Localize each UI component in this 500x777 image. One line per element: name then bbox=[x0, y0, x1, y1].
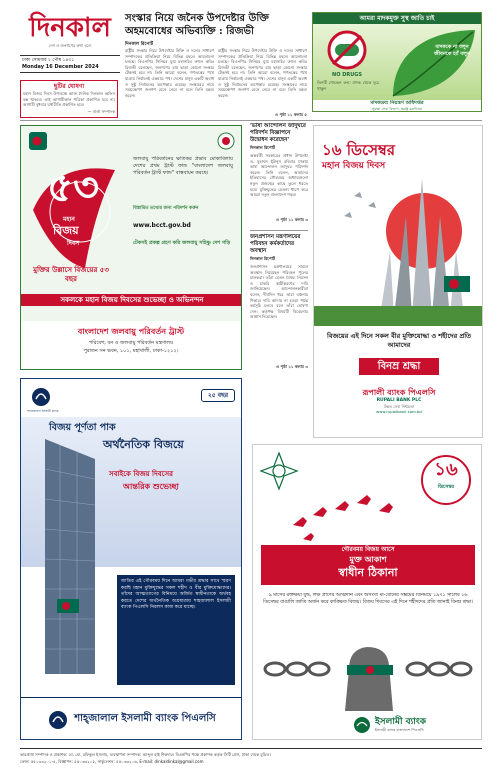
leaf-icon bbox=[383, 26, 479, 98]
story-museum-body: অন্তর্বর্তী সরকারের প্রধান উপদেষ্টা ড. মুহাম্মদ ইউনূস রবিবার ঢাকায় ভাষা আন্দোলন জাদুঘর পরিদর্শন করেন। তিনি বলেন, আমাদের ইতিহাসের গৌরবময় অধ্যায়গুলো নতুন প্রজন্মের কাছে তুলে ধরতে হবে। মুক্তিযুদ্ধের চেতনা ধারণ করে আমরা নতুন বাংলাদেশ গড়ব। bbox=[250, 153, 308, 198]
ad-anti-drug-sub: সুরক্ষা সেবা বিভাগ, স্বরাষ্ট্র মন্ত্রণালয় bbox=[372, 107, 422, 111]
ad-shahjalal-bank-name: শাহ্‌জালাল ইসলামী ব্যাংক পিএলসি bbox=[74, 713, 216, 724]
ad-anti-drug-left-text: তিনটি গোল্ডেন রুল: মাদক থেকে দূরে থাকুন bbox=[317, 80, 379, 91]
story-transport-byline: দিনকাল রিপোর্ট bbox=[250, 256, 275, 261]
ad-islami-ribbon bbox=[261, 545, 475, 585]
ad-rupali-bank-bn: রূপালী ব্যাংক পিএলসি bbox=[362, 388, 436, 397]
ad-rupali-message: বিজয়ের এই দিনে সকল বীর মুক্তিযোদ্ধা ও শহীদের প্রতি আমাদের bbox=[326, 332, 471, 349]
ad-anti-drug bbox=[312, 12, 482, 112]
ad-islami-bank-name: ইসলামী ব্যাংক bbox=[375, 717, 427, 727]
ad-islami-badge-word: ডিসেম্বর bbox=[437, 484, 455, 490]
ad-climate-body: জলবায়ু পরিবর্তনের ক্ষতিকর প্রভাব মোকাবিলায় দেশের প্রথম ট্রাস্ট ফান্ড "বাংলাদেশ জলবায়ু পরিবর্তন ট্রাস্ট ফান্ড" বাস্তবায়ন করছে। bbox=[133, 156, 233, 176]
ad-islami-ribbon-3: স্বাধীন ঠিকানা bbox=[338, 566, 398, 579]
ad-climate-greeting: সকলকে মহান বিজয় দিবসের শুভেচ্ছা ও অভিনন্দন bbox=[21, 294, 242, 306]
notice-box bbox=[20, 80, 118, 118]
trust-seal-icon bbox=[217, 132, 235, 150]
ad-shahjalal-body: জাতির এই গৌরবময় দিনে আমরা গভীর শ্রদ্ধার সাথে স্মরণ করছি মহান মুক্তিযুদ্ধের সকল শহীদ ও বীর মুক্তিযোদ্ধাদের। তাঁদের আত্মত্যাগের বিনিময়ে অর্জিত স্বাধীনতাকে অর্থবহ করতে দেশের অর্থনৈতিক অগ্রযাত্রায় শাহজালাল ইসলামী ব্যাংক পিএলসি নিরলস কাজ করে যাচ্ছে। bbox=[117, 575, 235, 685]
lead-headline-1: সংস্কার নিয়ে জনৈক উপদেষ্টার উক্তি bbox=[125, 13, 269, 24]
ad-shahjalal-line-2: অর্থনৈতিক বিজয়ে bbox=[103, 438, 184, 451]
ad-climate-address: পুরাতন সন ভবন, ১০১, মহাখালী, ঢাকা-১২১২। bbox=[83, 348, 179, 354]
bd-flag-icon bbox=[29, 132, 47, 150]
lead-story bbox=[125, 12, 307, 117]
ad-rupali-logo bbox=[354, 388, 444, 428]
ad-islami-badge-num: ১৬ bbox=[434, 459, 458, 480]
lead-headline-2: অহমবোধের অভিব্যক্তি : রিজভী bbox=[125, 26, 254, 37]
notice-signed: — বার্তা সম্পাদক bbox=[87, 109, 115, 114]
notice-body: মহান বিজয় দিবস উপলক্ষে আজ দৈনিক দিনকাল অফিস বন্ধ থাকবে। তাই আগামীকাল পত্রিকা প্রকাশিত হবে না। আগামী বুধবার যথারীতি প্রকাশিত হবে। bbox=[23, 91, 115, 108]
ad-climate-trust-name: বাংলাদেশ জলবায়ু পরিবর্তন ট্রাস্ট bbox=[77, 327, 185, 336]
ad-climate-bijoy: বিজয় bbox=[53, 224, 79, 237]
bank-tower-illustration bbox=[35, 439, 105, 674]
ad-climate-url[interactable]: www.bcct.gov.bd bbox=[133, 222, 191, 229]
ad-rupali-bank-en: RUPALI BANK PLC bbox=[376, 398, 422, 403]
ad-rupali-tribute: বিনম্র শ্রদ্ধা bbox=[359, 358, 439, 375]
ad-shahjalal-logo-caption: শাহজালাল ইসলামী ব্যাংক bbox=[27, 409, 59, 413]
shahjalal-footer-logo-icon bbox=[48, 710, 68, 730]
shahjalal-logo-icon bbox=[31, 387, 51, 407]
ad-islami-bank bbox=[252, 444, 482, 740]
ad-rupali-bank bbox=[313, 125, 483, 438]
ad-climate-ministry: পরিবেশ, বন ও জলবায়ু পরিবর্তন মন্ত্রণালয় bbox=[88, 340, 174, 346]
imprint-line-2: ফোন: ৫৫০৩৩২০১-৪, বিজ্ঞাপন: ৫৫০৩৩২০৫, সার্কুলেশন: ৫৫০৩৩২০৬, E-mail: dinkaldinkal@gmail.com bbox=[20, 759, 204, 764]
ad-shahjalal-line-1: বিজয় পূর্ণতা পাক bbox=[49, 422, 116, 433]
ad-climate-maha: মহান bbox=[63, 216, 75, 223]
ad-anti-drug-banner: আমরা মাদকমুক্ত সুস্থ জাতি চাই bbox=[313, 13, 481, 24]
masthead-logo: দিনকাল bbox=[29, 13, 111, 43]
story-transport-continued: এ পৃষ্ঠা ১১ কলাম ৩ bbox=[275, 364, 308, 369]
ad-climate-trust bbox=[20, 125, 242, 370]
ad-anti-drug-footer: মাদকদ্রব্য নিয়ন্ত্রণ অধিদপ্তর bbox=[370, 100, 424, 106]
ad-shahjalal-line-3: সবাইকে বিজয় দিবসের bbox=[109, 469, 173, 478]
story-museum bbox=[250, 123, 308, 227]
ad-islami-bank-sub: ইসলামী ব্যাংক বাংলাদেশ পিএলসি bbox=[375, 728, 424, 732]
lead-body-col-1: রাষ্ট্রীয় সংস্কার নিয়ে উপদেষ্টার উক্তি ও দলের সাধারণ সম্পাদকের প্রতিক্রিয়া নিয়ে বিভিন্ন মহলে আলোচনা চলছে। বিএনপির সিনিয়র যুগ্ম মহাসচিব রুহুল কবির রিজভী বলেছেন, জনগণের রায় ছাড়া কোনো সংস্কার টেকসই হবে না। তিনি আরো বলেন, গণতন্ত্রের পথে যাত্রায় নির্বাচনই একমাত্র পথ। দেশের মানুষ একটি অবাধ ও সুষ্ঠু নির্বাচনের অপেক্ষায় রয়েছে। সংস্কারের নামে সময়ক্ষেপণ জনগণ মেনে নেবে না বলে তিনি মন্তব্য করেন। bbox=[125, 48, 214, 98]
ad-islami-logo bbox=[353, 713, 475, 737]
ad-islami-ribbon-2: মুক্ত আকাশ bbox=[349, 554, 387, 564]
notice-title: ছুটির ঘোষণা bbox=[53, 83, 85, 90]
story-museum-continued: এ পৃষ্ঠা ১১ কলাম ৩ bbox=[275, 217, 308, 222]
ad-shahjalal-bank bbox=[20, 378, 242, 740]
no-drugs-icon bbox=[317, 28, 377, 76]
ad-climate-slogan: টেকসই প্রকল্প গ্রহণ করি জলবায়ু সহিষ্ণু দেশ গড়ি bbox=[133, 240, 231, 246]
ad-rupali-title-1: ১৬ ডিসেম্বর bbox=[322, 141, 396, 159]
ad-climate-info: বিস্তারিত তথ্যের জন্য পরিদর্শন করুন bbox=[133, 206, 199, 211]
ad-rupali-url[interactable]: www.rupalibank.com.bd bbox=[376, 409, 422, 414]
ad-rupali-tag: উন্নত সেবা নিশ্চয়তা bbox=[383, 404, 415, 409]
ad-shahjalal-line-4: আন্তরিক শুভেচ্ছা bbox=[123, 481, 179, 491]
ad-anti-drug-quote: মাদককে না বলুন জীবনকে হ্যাঁ বলুন bbox=[434, 44, 470, 57]
ad-climate-freedom: মুক্তির উল্লাসে বিজয়ের ৫৩ বছর bbox=[33, 266, 109, 283]
doves-icon bbox=[273, 485, 463, 545]
story-transport-headline: জনপ্রশাসন মন্ত্রণালয়ের পরিবহন কর্মকর্তাদের অবস্থান bbox=[250, 234, 301, 254]
imprint-line-1: ভারপ্রাপ্ত সম্পাদক ও প্রকাশক: ডা. মো. রফিকুল ইসলাম, ব্যবস্থাপনা সম্পাদক: আব্দুল হাই শিকদার। বিএনপির পক্ষে প্রকাশক কর্তৃক সিটি প্রেস, ঢাকা থেকে মুদ্রিত। bbox=[20, 752, 271, 757]
masthead-tagline: দেশ ও জনগণের কথা বলে bbox=[48, 43, 92, 48]
ad-climate-dibos: দিবস bbox=[67, 240, 80, 247]
broken-chain-fist-illustration bbox=[257, 629, 479, 711]
ad-rupali-title-2: মহান বিজয় দিবস bbox=[322, 161, 386, 171]
lead-body-col-2: রাষ্ট্রীয় সংস্কার নিয়ে উপদেষ্টার উক্তি ও দলের সাধারণ সম্পাদকের প্রতিক্রিয়া নিয়ে বিভিন্ন মহলে আলোচনা চলছে। বিএনপির সিনিয়র যুগ্ম মহাসচিব রুহুল কবির রিজভী বলেছেন, জনগণের রায় ছাড়া কোনো সংস্কার টেকসই হবে না। তিনি আরো বলেন, গণতন্ত্রের পথে যাত্রায় নির্বাচনই একমাত্র পথ। দেশের মানুষ একটি অবাধ ও সুষ্ঠু নির্বাচনের অপেক্ষায় রয়েছে। সংস্কারের নামে সময়ক্ষেপণ জনগণ মেনে নেবে না বলে তিনি মন্তব্য করেন। bbox=[218, 48, 307, 98]
masthead bbox=[20, 12, 120, 77]
masthead-date-bn: ঢাকা সোমবার ২ পৌষ ১৪৩১ bbox=[22, 58, 75, 63]
ad-islami-body: ৯ মাসের রক্তক্ষয়ী যুদ্ধ, লক্ষ প্রাণের আত্মদান এবং অসংখ্য মা-বোনের সম্ভ্রমের বিনিময়ে ১৯৭১ সালের ১৬ ডিসেম্বর বাঙালি জাতি অর্জন করে কাঙ্ক্ষিত বিজয়। বিজয় দিবসের এই দিনে শহীদদের প্রতি জানাই বিনম্র শ্রদ্ধা। bbox=[263, 593, 473, 605]
story-transport-body: জনপ্রশাসন মন্ত্রণালয়ের সামনে অবস্থান নিয়েছেন পরিবহন পুলের চালকরা। তাঁরা বেতন বৈষম্য নিরসন ও চাকরি স্থায়ীকরণের দাবি জানিয়েছেন। আন্দোলনকারীরা বলেন, দীর্ঘদিন ধরে তারা বঞ্চনার শিকার। দাবি আদায় না হওয়া পর্যন্ত কর্মসূচি চলবে বলে তাঁরা ঘোষণা দেন। কর্তৃপক্ষ বিষয়টি বিবেচনার আশ্বাস দিয়েছেন। bbox=[250, 264, 308, 320]
islami-bank-logo-icon bbox=[353, 716, 371, 734]
masthead-date-en: Monday 16 December 2024 bbox=[22, 64, 99, 70]
story-transport bbox=[250, 234, 308, 370]
ad-islami-ribbon-1: গৌরবময় বিজয় আসে bbox=[341, 546, 395, 553]
story-museum-byline: দিনকাল রিপোর্ট bbox=[250, 145, 275, 150]
imprint-footer bbox=[20, 751, 482, 773]
lead-continued: এ পৃষ্ঠা ১১ কলাম ৫ bbox=[274, 112, 307, 117]
ad-climate-number: ৫৩ bbox=[47, 164, 99, 211]
no-drugs-label: NO DRUGS bbox=[332, 72, 362, 78]
story-museum-headline: 'ভাষা আন্দোলন জাদুঘরে পরিদর্শন বিজ্ঞাপনে উদ্বোধন করেছেন' bbox=[250, 123, 306, 143]
monument-illustration bbox=[314, 176, 483, 326]
ad-shahjalal-anniversary: ২৫ বছর bbox=[201, 389, 235, 402]
lead-byline: দিনকাল রিপোর্ট bbox=[125, 42, 154, 47]
